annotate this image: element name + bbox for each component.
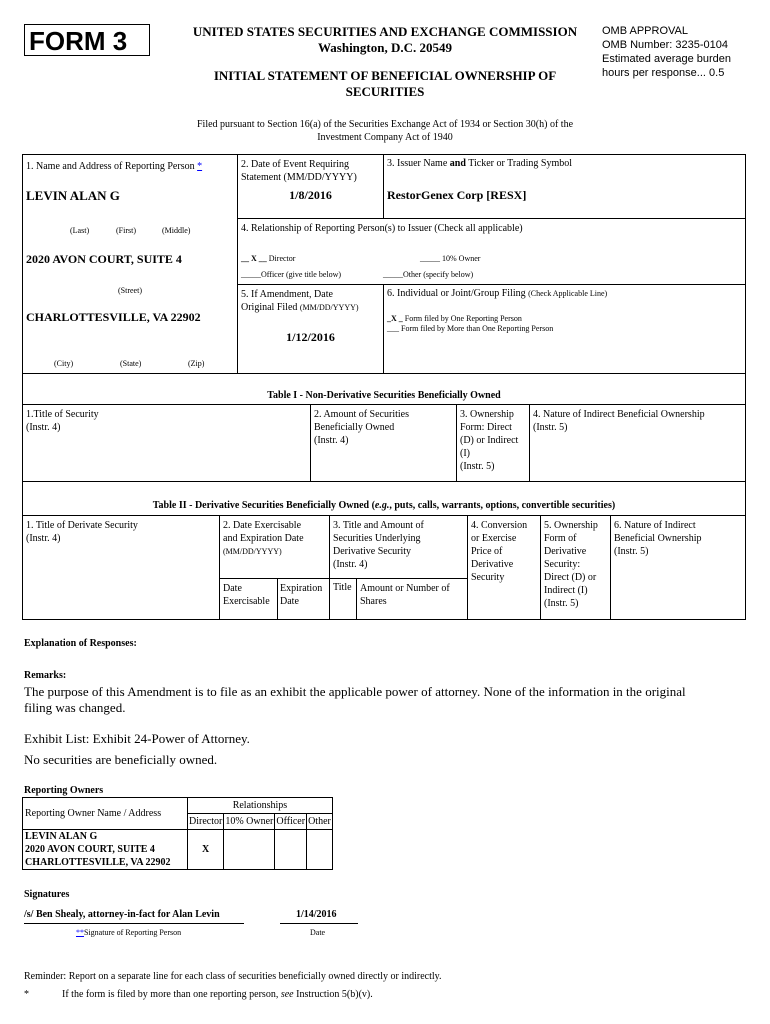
no-securities: No securities are beneficially owned. <box>24 752 218 767</box>
owners-col-rel: Relationships <box>188 798 333 814</box>
t2-col4-line3: Price of <box>471 546 503 557</box>
box4-label: 4. Relationship of Reporting Person(s) to Issuer (Check all applicable) <box>241 223 523 234</box>
box3-label-rest: Ticker or Trading Symbol <box>468 158 573 169</box>
other-label: Other (specify below) <box>403 270 474 279</box>
t2-col4-line2: or Exercise <box>471 533 517 544</box>
city-value: CHARLOTTESVILLE, VA 22902 <box>26 310 201 324</box>
remarks-heading: Remarks: <box>24 670 67 681</box>
table2-title: Table II - Derivative Securities Beneficially Owned (e.g., puts, calls, warrants, options, convertible securities) <box>152 500 616 511</box>
t2-col5-line3: Derivative <box>544 546 587 557</box>
middle-label: (Middle) <box>162 226 191 235</box>
t2-col4-line5: Security <box>471 572 505 583</box>
t2-col1-line2: (Instr. 4) <box>26 533 61 544</box>
t1-col3-line2: Form: Direct <box>460 422 512 433</box>
t2-col4-line4: Derivative <box>471 559 514 570</box>
t2-col2b-line1: Expiration <box>280 583 323 594</box>
t1-col2-line2: Beneficially Owned <box>314 422 395 433</box>
owner-row-director: X <box>188 830 224 870</box>
t1-col4-line1: 4. Nature of Indirect Beneficial Ownership <box>533 409 705 420</box>
signer-name: /s/ Ben Shealy, attorney-in-fact for Alan Levin <box>24 909 220 920</box>
explanation-heading: Explanation of Responses: <box>24 638 137 649</box>
signatures-heading: Signatures <box>24 889 70 900</box>
t2-col5-line4: Security: <box>544 559 581 570</box>
event-date-value: 1/8/2016 <box>289 188 332 202</box>
t2-col6-line1: 6. Nature of Indirect <box>614 520 696 531</box>
footer-star: * <box>24 989 29 1000</box>
street-label: (Street) <box>118 286 142 295</box>
t2-col2a-line1: Date <box>223 583 242 594</box>
owners-heading: Reporting Owners <box>24 785 104 796</box>
director-mark: __ X __ <box>241 254 267 263</box>
more-person-mark: ___ <box>387 324 399 333</box>
t2-col2a-line2: Exercisable <box>223 596 270 607</box>
date-label: Date <box>310 928 326 937</box>
t2-col5-line2: Form of <box>544 533 577 544</box>
t2-col4-line1: 4. Conversion <box>471 520 528 531</box>
owners-col-name: Reporting Owner Name / Address <box>23 798 188 830</box>
one-person-mark: _X _ <box>387 314 403 323</box>
form-label: FORM 3 <box>24 24 150 56</box>
box3-label-and: and <box>449 158 466 169</box>
t2-col5-line7: (Instr. 5) <box>544 598 579 609</box>
filed-pursuant-line2: Investment Company Act of 1940 <box>317 132 453 143</box>
t2-col3-line3: Derivative Security <box>333 546 412 557</box>
owners-col-officer: Officer <box>275 814 307 830</box>
reporting-person-name: LEVIN ALAN G <box>26 188 120 203</box>
director-label: Director <box>268 254 296 263</box>
t2-col3b-line1: Amount or Number of <box>360 583 450 594</box>
amendment-date-value: 1/12/2016 <box>286 330 335 344</box>
box5-label-line2: Original Filed <box>241 302 298 313</box>
table1-title: Table I - Non-Derivative Securities Beneficially Owned <box>267 390 501 401</box>
t1-col3-line5: (Instr. 5) <box>460 461 495 472</box>
t2-col3-line4: (Instr. 4) <box>333 559 368 570</box>
signature-mark-link[interactable]: ** <box>76 928 84 937</box>
t2-col6-line2: Beneficial Ownership <box>614 533 702 544</box>
box6-label: 6. Individual or Joint/Group Filing <box>387 288 526 299</box>
omb-approval-box <box>602 24 762 80</box>
exhibit-list: Exhibit List: Exhibit 24-Power of Attorney. <box>24 731 250 746</box>
other-mark: _____ <box>383 270 403 279</box>
box6-label-note: (Check Applicable Line) <box>528 289 608 298</box>
issuer-value: RestorGenex Corp [RESX] <box>387 188 527 202</box>
agency-city: Washington, D.C. 20549 <box>318 40 452 55</box>
signature-date: 1/14/2016 <box>296 909 337 920</box>
reminder-text: Reminder: Report on a separate line for each class of securities beneficially owned directly or indirectly. <box>24 971 442 982</box>
t1-col4-line2: (Instr. 5) <box>533 422 568 433</box>
signature-label: Signature of Reporting Person <box>84 928 182 937</box>
box3-label: 3. Issuer Name <box>387 158 448 169</box>
agency-name: UNITED STATES SECURITIES AND EXCHANGE COMMISSION <box>192 24 578 39</box>
owner-mark: _____ <box>420 254 440 263</box>
first-label: (First) <box>116 226 136 235</box>
burden-line1: Estimated average burden <box>602 53 732 65</box>
owners-table <box>22 797 333 870</box>
t1-col1-line2: (Instr. 4) <box>26 422 61 433</box>
t2-col3-line2: Securities Underlying <box>333 533 421 544</box>
one-person-label: Form filed by One Reporting Person <box>404 314 522 323</box>
t2-col2-line1: 2. Date Exercisable <box>223 520 302 531</box>
t2-col3b-line2: Shares <box>360 596 387 607</box>
t1-col3-line1: 3. Ownership <box>460 409 514 420</box>
owner-row-line1: LEVIN ALAN G <box>25 831 98 842</box>
zip-label: (Zip) <box>188 359 205 368</box>
owners-col-owner: 10% Owner <box>224 814 275 830</box>
box5-label-fmt: (MM/DD/YYYY) <box>299 303 359 312</box>
more-person-label: Form filed by More than One Reporting Person <box>401 324 554 333</box>
state-label: (State) <box>120 359 142 368</box>
remark-line1: The purpose of this Amendment is to file as an exhibit the applicable power of attorney. None of the information in the original <box>24 684 686 699</box>
t2-col1-line1: 1. Title of Derivate Security <box>26 520 138 531</box>
form-title-line1: INITIAL STATEMENT OF BENEFICIAL OWNERSHIP OF <box>213 68 557 83</box>
city-label: (City) <box>54 359 74 368</box>
box5-label-line1: 5. If Amendment, Date <box>241 289 333 300</box>
owner-row-line3: CHARLOTTESVILLE, VA 22902 <box>25 857 171 868</box>
owners-row <box>23 830 333 870</box>
omb-approval: OMB APPROVAL <box>602 25 688 37</box>
last-label: (Last) <box>70 226 90 235</box>
omb-number: OMB Number: 3235-0104 <box>602 39 728 51</box>
box1-asterisk-link[interactable]: * <box>197 161 203 172</box>
burden-value: 0.5 <box>709 67 725 79</box>
officer-label: Officer (give title below) <box>261 270 342 279</box>
burden-line2: hours per response... <box>602 67 706 79</box>
owner-label: 10% Owner <box>442 254 481 263</box>
box2-label-line1: 2. Date of Event Requiring <box>241 159 350 170</box>
t1-col3-line3: (D) or Indirect <box>460 435 519 446</box>
t2-col5-line5: Direct (D) or <box>544 572 597 583</box>
remark-line2: filing was changed. <box>24 700 126 715</box>
t2-col3-line1: 3. Title and Amount of <box>333 520 424 531</box>
t2-col2b-line2: Date <box>280 596 299 607</box>
footer-note: If the form is filed by more than one reporting person, see Instruction 5(b)(v). <box>62 989 373 1000</box>
owners-col-other: Other <box>307 814 333 830</box>
t2-col2-line2: and Expiration Date <box>223 533 304 544</box>
t2-col3a: Title <box>333 582 352 593</box>
t1-col3-line4: (I) <box>460 448 470 459</box>
t2-col2-line3: (MM/DD/YYYY) <box>223 547 282 556</box>
owners-col-director: Director <box>188 814 224 830</box>
officer-mark: _____ <box>241 270 261 279</box>
box2-label-line2: Statement (MM/DD/YYYY) <box>241 172 357 183</box>
form-title-line2: SECURITIES <box>345 84 425 99</box>
t2-col5-line1: 5. Ownership <box>544 520 598 531</box>
t1-col2-line1: 2. Amount of Securities <box>314 409 409 420</box>
t1-col1-line1: 1.Title of Security <box>26 409 99 420</box>
box1-label: 1. Name and Address of Reporting Person <box>26 161 195 172</box>
t2-col6-line3: (Instr. 5) <box>614 546 649 557</box>
filed-pursuant-line1: Filed pursuant to Section 16(a) of the Securities Exchange Act of 1934 or Section 30(h) of the <box>196 119 574 130</box>
t1-col2-line3: (Instr. 4) <box>314 435 349 446</box>
t2-col5-line6: Indirect (I) <box>544 585 588 596</box>
owner-row-line2: 2020 AVON COURT, SUITE 4 <box>25 844 155 855</box>
street-value: 2020 AVON COURT, SUITE 4 <box>26 252 182 266</box>
